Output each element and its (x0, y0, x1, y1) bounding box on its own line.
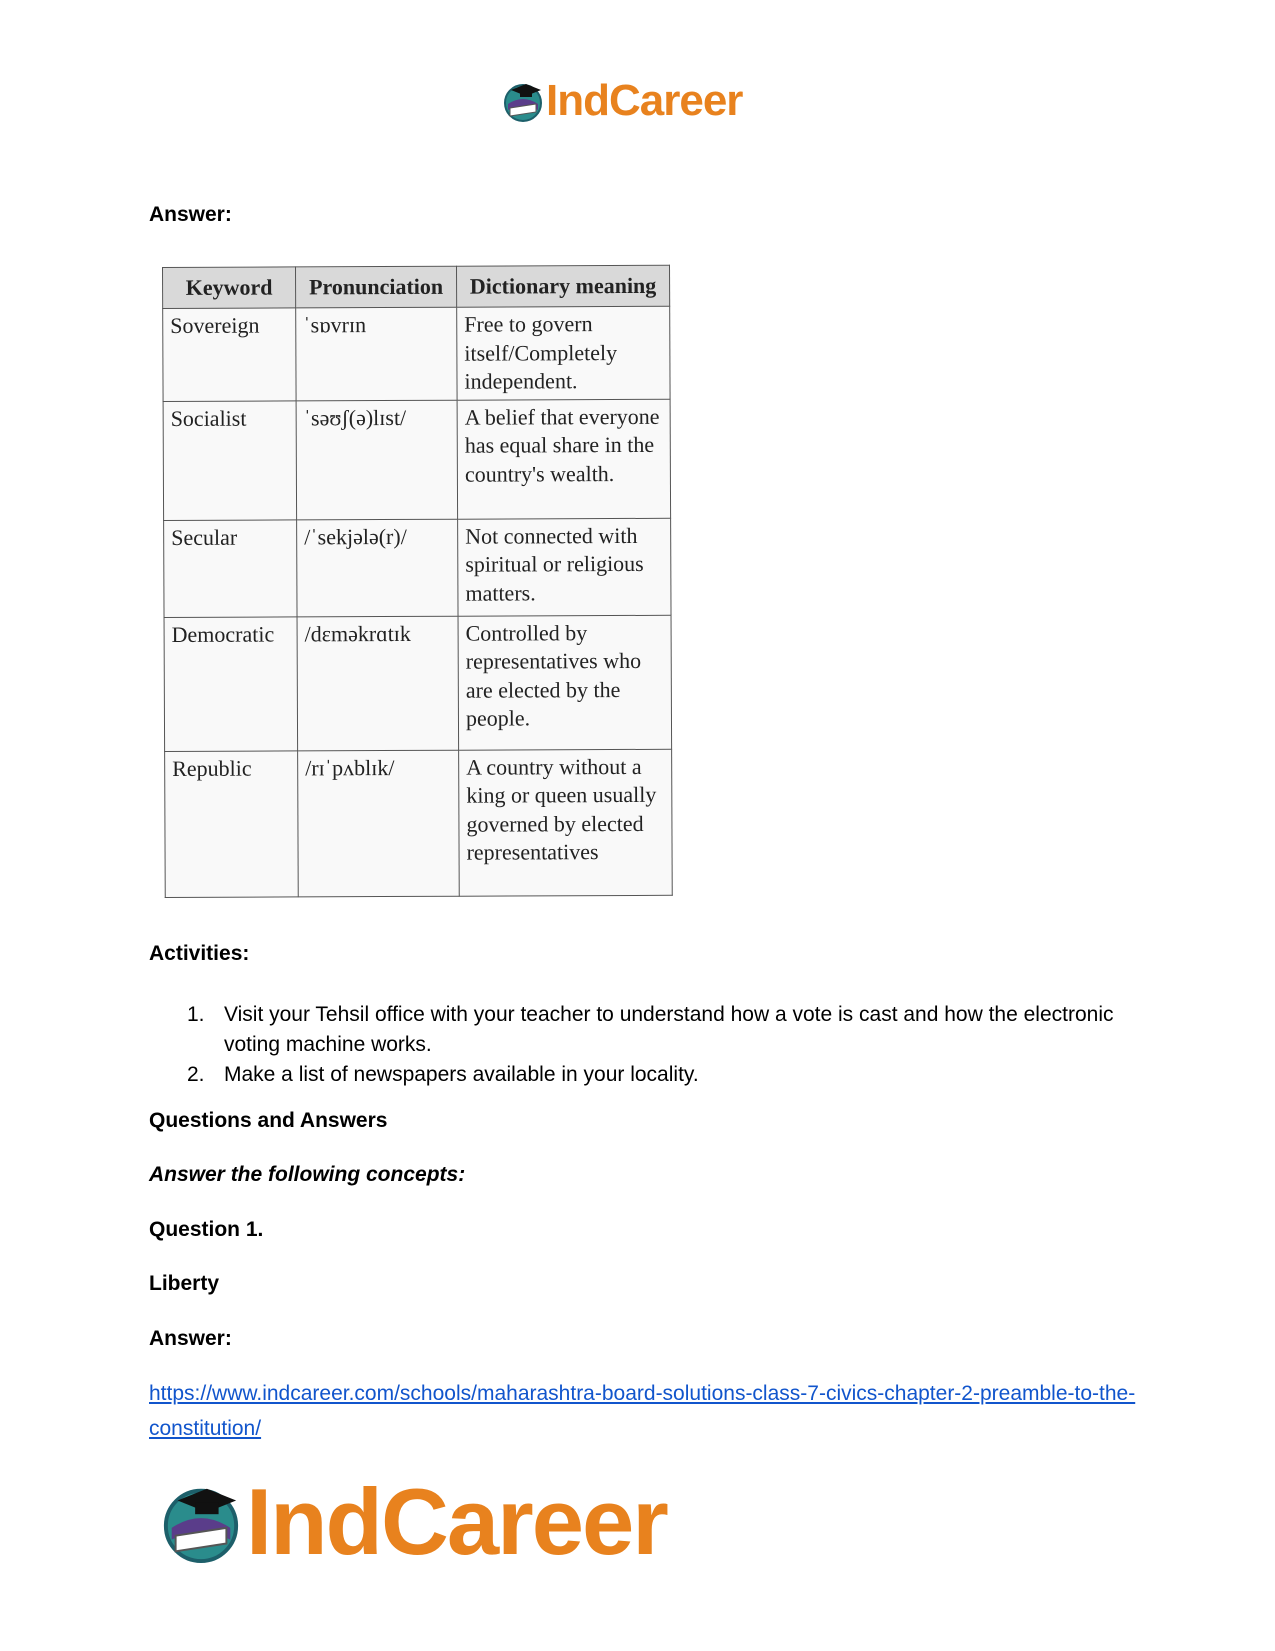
header-meaning: Dictionary meaning (456, 265, 669, 307)
table-row (163, 306, 670, 401)
table-header-row (163, 265, 670, 308)
keyword-cell: Sovereign (163, 308, 296, 401)
keyword-table (162, 265, 673, 898)
list-item (149, 1060, 1149, 1090)
meaning-cell: Controlled by representatives who are elected by the people. (458, 615, 672, 750)
question-label: Question 1. (149, 1218, 264, 1241)
list-item-text: Visit your Tehsil office with your teacher to understand how a vote is cast and how the electronic voting machine works. (224, 1003, 1114, 1056)
header-keyword: Keyword (163, 267, 296, 309)
qa-heading: Questions and Answers (149, 1109, 388, 1132)
solution-link[interactable]: https://www.indcareer.com/schools/maharashtra-board-solutions-class-7-civics-chapter-2-preamble-to-the-constitution/ (149, 1382, 1136, 1440)
footer-logo (160, 1468, 667, 1576)
list-item-text: Make a list of newspapers available in your locality. (224, 1063, 699, 1086)
pronunciation-cell: /ˈsekjələ(r)/ (297, 519, 458, 617)
header-pronunciation: Pronunciation (296, 266, 457, 308)
meaning-cell: A belief that everyone has equal share in the country's wealth. (457, 399, 671, 519)
activities-list (149, 1000, 1149, 1090)
table-row (165, 749, 673, 897)
table-row (163, 399, 671, 520)
globe-graduation-cap-logo-icon (502, 80, 544, 122)
answer-heading-2: Answer: (149, 1327, 232, 1350)
table-row (164, 615, 672, 751)
meaning-cell: Free to govern itself/Completely independent. (457, 306, 670, 399)
globe-graduation-cap-logo-icon (160, 1481, 242, 1563)
activities-heading: Activities: (149, 942, 250, 965)
keyword-cell: Secular (164, 519, 297, 617)
logo-wordmark: IndCareer (246, 1469, 667, 1574)
question-text: Liberty (149, 1272, 220, 1295)
keyword-cell: Democratic (164, 616, 298, 751)
keyword-cell: Republic (165, 750, 299, 897)
pronunciation-cell: /dɛməkrɑtɪk (297, 616, 459, 751)
list-item (149, 1000, 1149, 1060)
pronunciation-cell: /rɪˈpʌblɪk/ (298, 750, 460, 897)
meaning-cell: Not connected with spiritual or religious matters. (458, 518, 671, 616)
pronunciation-cell: ˈsɒvrɪn (296, 307, 457, 400)
header-logo (502, 76, 742, 126)
meaning-cell: A country without a king or queen usually governed by elected representatives (459, 749, 673, 896)
pronunciation-cell: ˈsəʊʃ(ə)lɪst/ (296, 400, 458, 520)
table-row (164, 518, 671, 617)
keyword-cell: Socialist (163, 400, 297, 520)
answer-heading: Answer: (149, 203, 232, 226)
logo-wordmark: IndCareer (546, 76, 743, 125)
list-item-number: 1. (187, 1003, 205, 1026)
list-item-number: 2. (187, 1063, 205, 1086)
concepts-heading: Answer the following concepts: (149, 1163, 466, 1186)
